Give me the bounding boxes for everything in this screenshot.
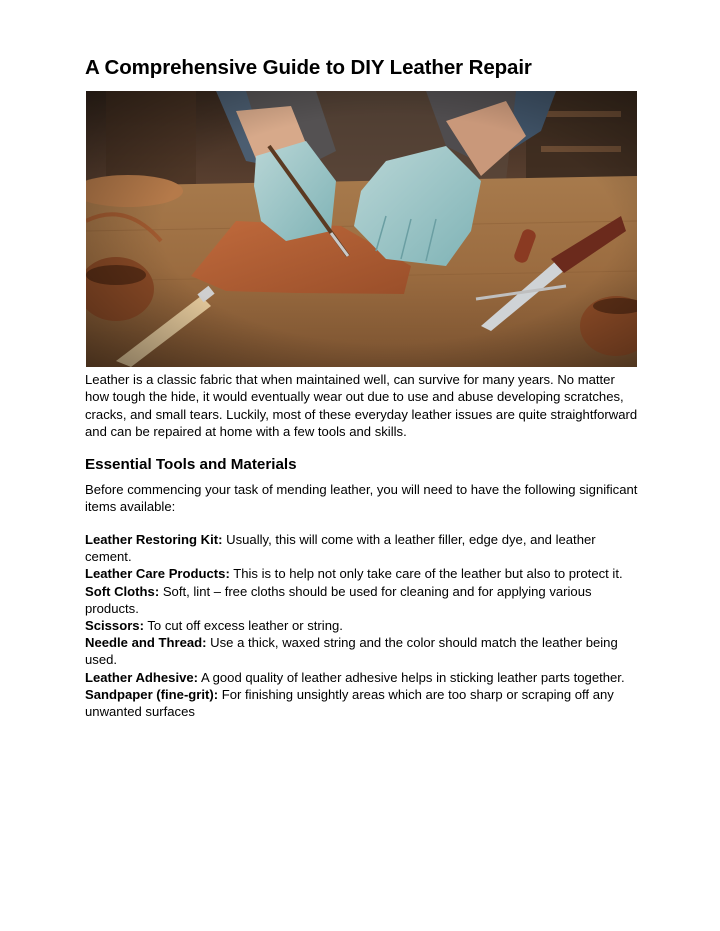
hero-image xyxy=(86,91,637,367)
item-term: Leather Care Products: xyxy=(85,566,230,582)
item-description: Soft, lint – free cloths should be used for cleaning and for applying various products. xyxy=(85,583,592,616)
intro-paragraph: Leather is a classic fabric that when maintained well, can survive for many years. No matter how tough the hide, it would eventually wear out due to use and abuse developing scratches, cracks, and small tears. Luckily, most of these everyday leather issues are quite straightforward and can be repaired at home with a few tools and skills. xyxy=(85,372,638,439)
tools-list xyxy=(85,531,641,720)
list-item xyxy=(85,617,641,634)
list-item xyxy=(85,634,641,668)
item-term: Leather Restoring Kit: xyxy=(85,532,223,547)
item-description: To cut off excess leather or string. xyxy=(143,618,343,634)
item-description: For finishing unsightly areas which are too sharp or scraping off any unwanted surfaces xyxy=(85,686,614,720)
item-term: Leather Adhesive: xyxy=(85,669,199,685)
list-item xyxy=(85,669,641,686)
item-description: This is to help not only take care of the leather but also to protect it. xyxy=(229,566,623,582)
list-item xyxy=(85,583,641,617)
item-term: Soft Cloths: xyxy=(85,583,160,599)
item-term: Scissors: xyxy=(85,618,144,634)
list-item xyxy=(85,531,641,565)
page-title: A Comprehensive Guide to DIY Leather Repair xyxy=(85,56,532,79)
section-lead: Before commencing your task of mending leather, you will need to have the following significant items available: xyxy=(85,482,638,515)
item-description: A good quality of leather adhesive helps in sticking leather parts together. xyxy=(198,669,625,685)
section-heading: Essential Tools and Materials xyxy=(85,456,297,473)
item-description: Usually, this will come with a leather filler, edge dye, and leather cement. xyxy=(85,532,596,565)
list-item xyxy=(85,686,641,720)
item-term: Needle and Thread: xyxy=(85,635,207,651)
list-item xyxy=(85,565,641,582)
item-term: Sandpaper (fine-grit): xyxy=(85,686,219,702)
item-description: Use a thick, waxed string and the color should match the leather being used. xyxy=(85,635,618,668)
